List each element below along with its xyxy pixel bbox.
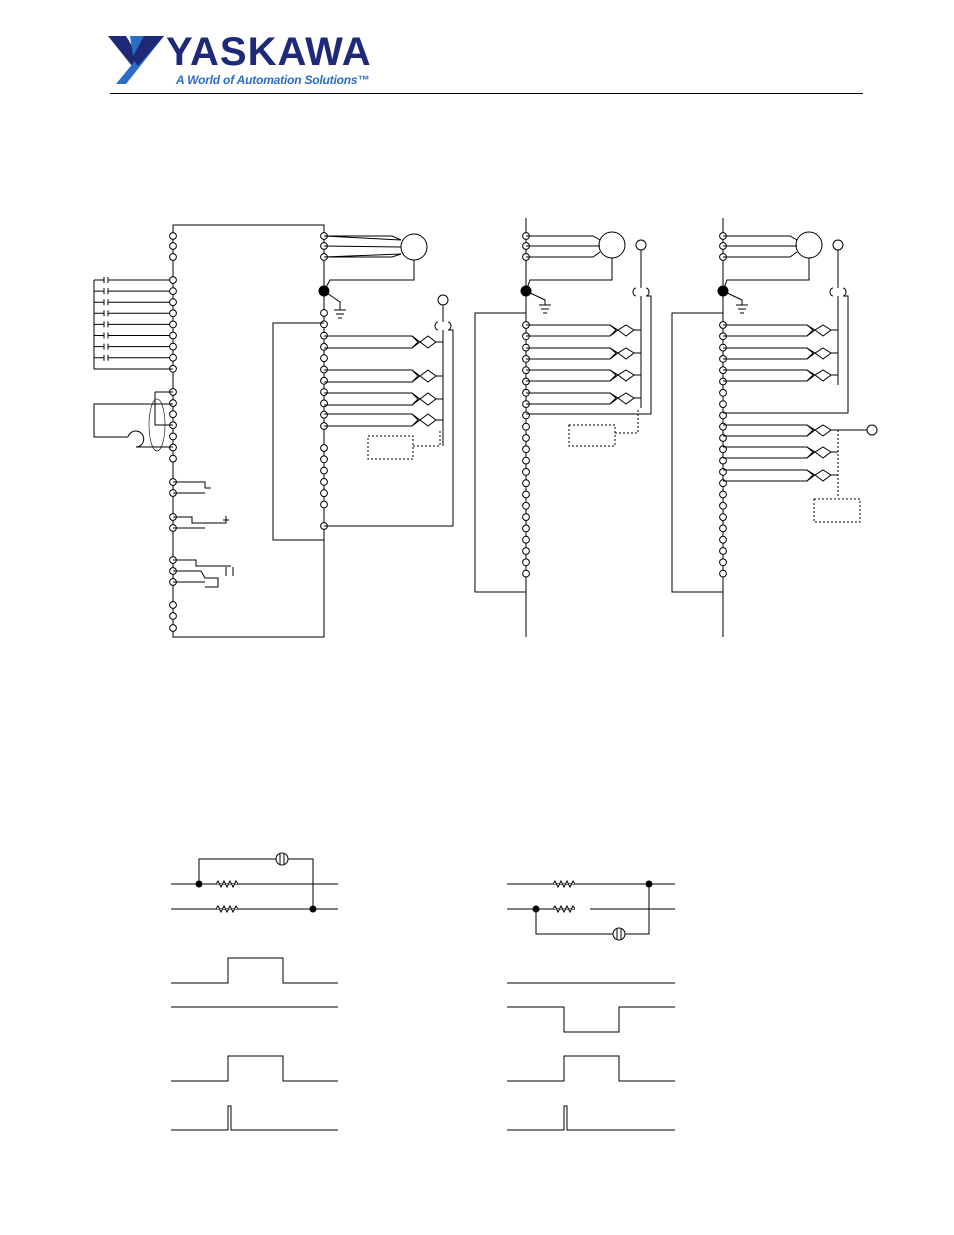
power-terminal	[170, 254, 177, 261]
input-contact-icon	[94, 288, 170, 294]
resistor-icon	[553, 906, 575, 912]
waveform	[171, 1056, 338, 1081]
encoder-symbol	[438, 295, 448, 305]
encoder-terminal	[321, 490, 328, 497]
brand-tagline: A World of Automation Solutions™	[176, 73, 370, 87]
input-contact-icon	[94, 299, 170, 305]
encoder-terminal	[321, 321, 328, 328]
output-contacts	[173, 482, 233, 587]
timing-group-left	[171, 853, 338, 1130]
encoder-terminal	[523, 514, 530, 521]
encoder-terminal	[720, 525, 727, 532]
analog-terminal	[170, 411, 177, 418]
encoder-terminal	[523, 412, 530, 419]
encoder-terminal	[321, 456, 328, 463]
encoder-terminal	[720, 423, 727, 430]
power-terminal	[170, 243, 177, 250]
option-box	[569, 425, 615, 446]
timing-group-right	[507, 881, 675, 1130]
second-encoder-symbol	[867, 425, 877, 435]
output-terminal	[170, 625, 177, 632]
encoder-terminal	[321, 389, 328, 396]
encoder-panel-a	[475, 218, 651, 637]
input-contact-icon	[94, 344, 170, 350]
encoder-terminal	[523, 457, 530, 464]
encoder-terminal	[720, 570, 727, 577]
encoder-terminal	[321, 400, 328, 407]
motor-symbol	[599, 232, 625, 258]
feedback-loop	[273, 323, 324, 540]
encoder-terminal	[720, 491, 727, 498]
encoder-terminal	[720, 548, 727, 555]
option-box	[368, 436, 413, 459]
input-terminal	[170, 321, 177, 328]
input-terminal	[170, 343, 177, 350]
encoder-signal-lines	[723, 296, 877, 498]
power-terminal	[170, 233, 177, 240]
output-terminal	[170, 613, 177, 620]
input-terminal	[170, 277, 177, 284]
encoder-terminal	[321, 445, 328, 452]
encoder-symbol	[636, 240, 646, 250]
encoder-terminal	[720, 536, 727, 543]
input-contact-icon	[94, 333, 170, 339]
encoder-terminal	[321, 467, 328, 474]
resistor-icon	[553, 881, 575, 887]
analog-terminal	[170, 433, 177, 440]
encoder-panel-b	[672, 218, 877, 637]
encoder-terminal	[523, 480, 530, 487]
indicator-lamp-icon	[613, 928, 625, 940]
encoder-terminal	[720, 514, 727, 521]
resistor-icon	[216, 881, 238, 887]
encoder-terminal	[720, 559, 727, 566]
encoder-signal-lines	[324, 330, 453, 526]
indicator-lamp-icon	[276, 853, 288, 865]
input-contact-icon	[94, 310, 170, 316]
motor-symbol	[401, 234, 427, 260]
encoder-terminal	[523, 570, 530, 577]
input-contact-icon	[94, 277, 170, 283]
waveform	[171, 958, 338, 983]
encoder-terminal	[523, 525, 530, 532]
analog-terminal	[170, 400, 177, 407]
encoder-terminal	[523, 536, 530, 543]
encoder-terminal	[523, 548, 530, 555]
input-contact-icon	[94, 321, 170, 327]
encoder-terminal	[321, 501, 328, 508]
encoder-terminal	[321, 355, 328, 362]
waveform	[507, 1007, 675, 1032]
input-terminal	[170, 288, 177, 295]
analog-input-loop	[94, 392, 173, 451]
option-box	[814, 499, 860, 522]
input-contacts	[94, 277, 173, 369]
encoder-terminal	[523, 469, 530, 476]
resistor-icon	[216, 906, 238, 912]
encoder-terminal	[321, 310, 328, 317]
input-terminal	[170, 299, 177, 306]
waveform	[171, 1106, 338, 1130]
encoder-signal-lines	[526, 296, 651, 414]
shield-clamp-icon	[830, 288, 846, 296]
encoder-symbol	[833, 240, 843, 250]
encoder-terminal	[523, 491, 530, 498]
waveform	[507, 1106, 675, 1130]
encoder-terminal	[720, 401, 727, 408]
encoder-terminal	[523, 423, 530, 430]
output-terminal	[170, 602, 177, 609]
shield-clamp-icon	[435, 322, 451, 330]
controller-panel	[94, 225, 453, 637]
feedback-loop	[475, 313, 526, 592]
encoder-terminal	[523, 446, 530, 453]
brand-name: YASKAWA	[166, 30, 372, 74]
encoder-terminal	[321, 479, 328, 486]
encoder-terminal	[523, 559, 530, 566]
input-terminal	[170, 354, 177, 361]
encoder-terminal	[321, 344, 328, 351]
encoder-terminal	[523, 502, 530, 509]
input-terminal	[170, 310, 177, 317]
encoder-terminal	[720, 502, 727, 509]
encoder-terminal	[523, 435, 530, 442]
analog-terminal	[170, 455, 177, 462]
input-contact-icon	[94, 355, 170, 361]
waveform	[507, 1056, 675, 1081]
motor-symbol	[796, 232, 822, 258]
encoder-terminal	[321, 411, 328, 418]
encoder-terminal	[720, 389, 727, 396]
shield-clamp-icon	[633, 288, 649, 296]
encoder-terminal	[321, 377, 328, 384]
controller-box	[173, 225, 324, 637]
feedback-loop	[672, 313, 723, 592]
input-terminal	[170, 332, 177, 339]
